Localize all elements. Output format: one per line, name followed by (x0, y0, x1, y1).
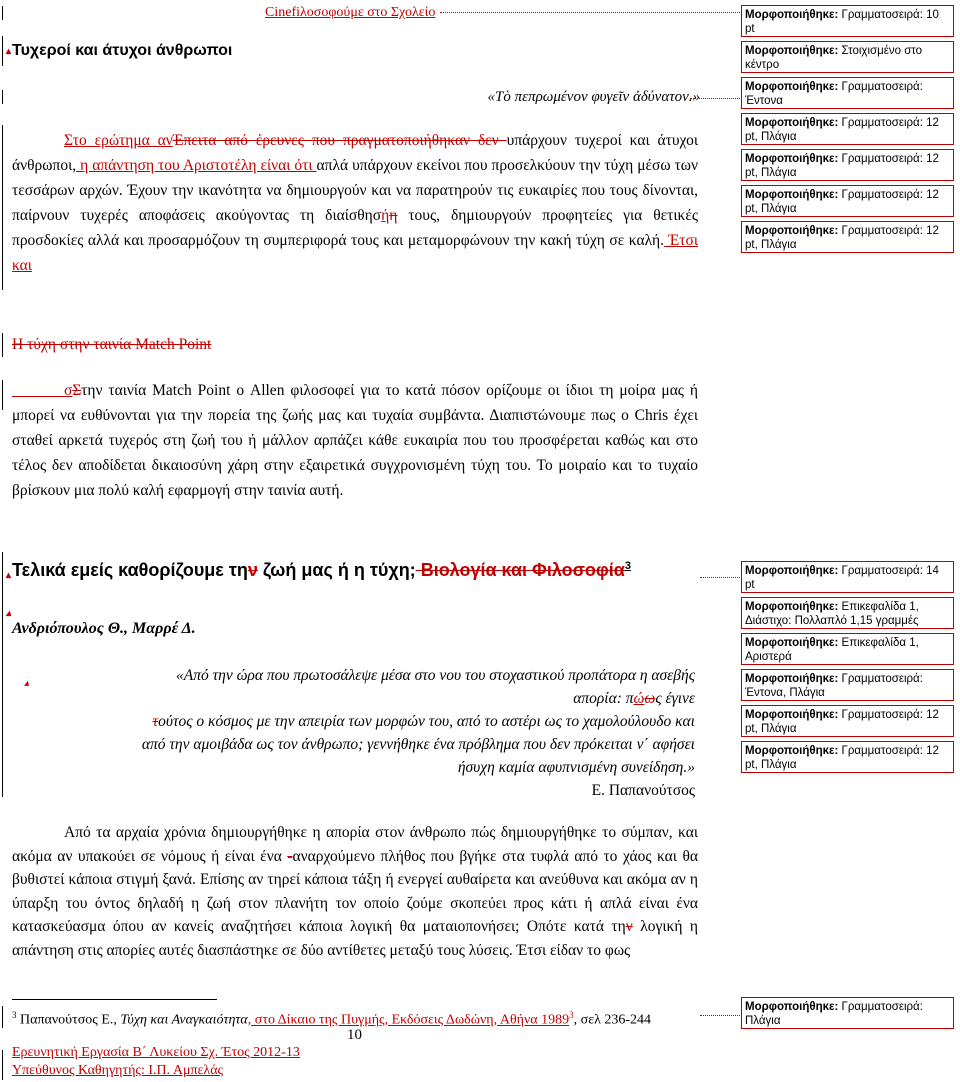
heading-text: ζωή μας ή η τύχη; (257, 560, 416, 580)
change-bar (2, 1050, 3, 1080)
deleted-text: ν (247, 560, 258, 580)
balloon-connector (700, 577, 740, 578)
change-bar (2, 6, 3, 20)
quote-line: απορία: πώως έγινε (573, 690, 695, 707)
deleted-text: η (389, 207, 398, 224)
paragraph-text: απλά υπάρχουν εκείνοι που προσελκύουν την τύχη μέσω των τεσσάρων αρχών. Έχουν την ικανότητα να δημιουργούν και να παρατηρούν τις ευκαιρίες που τους δίνονται, παίρνουν τυχερές αποφάσεις ακούγοντας τη διαίσθησ (12, 157, 698, 224)
deleted-text: Στο ερώτημα αν (64, 132, 173, 149)
footnote-separator (12, 999, 217, 1000)
paragraph-text: υπάρχουν τυχεροί και άτυχοι άνθρωποι, (12, 132, 698, 174)
paragraph-text: την ταινία Match Point ο Allen φιλοσοφεί για το κατά πόσον ορίζουμε οι ίδιοι τη μοίρα μας ή μπορεί να ευθύνονται για την πορεία της ζωής μας και τυχαία συμβάντα. Διαπιστώνουμε πως ο Chris έχει σταθεί αρκετά τυχερός στη ζωή του ή μάλλον αρπάζει κάθε ευκαιρία που του προσφέρεται καθώς και στο τέλος δεν αποδίδεται δικαιοσύνη χάρη στην εξαιρετικά συγχρονισμένη τύχη του. Το μοιραίο και το τυχαίο βρίσκουν μια πολύ καλή εφαρμογή στην ταινία αυτή. (12, 382, 698, 499)
balloon-connector (700, 1015, 740, 1016)
revision-balloon[interactable]: Μορφοποιήθηκε: Γραμματοσειρά: 12 pt, Πλάγια (741, 221, 954, 253)
revision-balloon[interactable]: Μορφοποιήθηκε: Γραμματοσειρά: 12 pt, Πλάγια (741, 741, 954, 773)
authors (6, 608, 196, 638)
inserted-text: σ (64, 382, 73, 399)
change-bar (2, 380, 3, 410)
paragraph-text: τους, δημιουργούν προφητείες για θετικές προσδοκίες αλλά και προσαρμόζουν τη συμπεριφορά τους και μεταμορφώνουν την κακή τύχη σε καλή. (12, 207, 699, 249)
authors-text: Ανδριόπουλος Θ., Μαρρέ Δ. (12, 620, 196, 637)
footer-line: Ερευνητική Εργασία Β΄ Λυκείου Σχ. Έτος 2012-13 (12, 1045, 300, 1060)
revision-balloon[interactable]: Μορφοποιήθηκε: Γραμματοσειρά: 12 pt, Πλάγια (741, 113, 954, 145)
paragraph-match-point (12, 378, 698, 503)
revision-balloon[interactable]: Μορφοποιήθηκε: Γραμματοσειρά: Έντονα, Πλάγια (741, 669, 954, 701)
footer-line: Υπεύθυνος Καθηγητής: Ι.Π. Αμπελάς (12, 1063, 224, 1078)
revision-balloon[interactable]: Μορφοποιήθηκε: Γραμματοσειρά: Έντονα (741, 77, 954, 109)
inserted-text: , στο Δίκαιο της Πυγμής, Εκδόσεις Δωδώνη, Αθήνα 1989 (247, 1012, 570, 1028)
deleted-text: Σ (72, 382, 82, 399)
paragraph-origins: Από τα αρχαία χρόνια δημιουργήθηκε η απορία στον άνθρωπο πώς δημιουργήθηκε το σύμπαν, και ακόμα αν υπακούει σε νόμους ή είναι ένα -αναρχούμενο πλήθος που βγήκε στα τυφλά από το χάος και θα βυθιστεί κάποια στιγμή ξανά. Επίσης αν τηρεί κάποια τάξη ή ενεργεί αυθαίρετα και ανεύθυνα και ακόμα αν η ύπαρξη του όντος δηλαδή η ζωή στον πλανήτη τον οποίο ζούμε σκοπεύει προς κάτι ή απλά είναι ένα κατασκεύασμα όπου αν κανείς αναζητήσει κάποια λογική θα ματαιοπονήσει; Οπότε κατά την λογική η απάντηση στις απορίες αυτές διασπάστηκε σε δύο αντίθετες μεταξύ τους λύσεις. Έτσι είδαν το φως (12, 824, 699, 959)
deleted-text: Έπειτα από έρευνες που πραγματοποιήθηκαν δεν (172, 132, 507, 149)
quote-author: Ε. Παπανούτσος (591, 782, 695, 799)
insertion-mark: ▴ (24, 678, 30, 689)
revision-balloon[interactable]: Μορφοποιήθηκε: Γραμματοσειρά: 12 pt, Πλάγια (741, 185, 954, 217)
subheading-match-point: Η τύχη στην ταινία Match Point (12, 336, 212, 353)
title-text: Τυχεροί και άτυχοι άνθρωποι (12, 42, 233, 59)
deleted-text: Βιολογία και Φιλοσοφία (415, 560, 625, 580)
papanoutsos-quote (24, 664, 695, 802)
balloon-connector (690, 98, 740, 99)
inserted-text: Έτσι και (12, 232, 698, 274)
revision-balloon[interactable]: Μορφοποιήθηκε: Γραμματοσειρά: 14 pt (741, 561, 954, 593)
header-link[interactable]: Cinefiλοσοφούμε στο Σχολείο (265, 5, 436, 20)
page-number: 10 (347, 1027, 362, 1043)
insertion-mark: ▴ (6, 608, 12, 619)
balloon-connector (440, 12, 740, 13)
revision-balloon[interactable]: Μορφοποιήθηκε: Γραμματοσειρά: 12 pt, Πλάγια (741, 705, 954, 737)
change-bar (2, 552, 3, 797)
change-bar (2, 36, 3, 66)
revision-balloon[interactable]: Μορφοποιήθηκε: Στοιχισμένο στο κέντρο (741, 41, 954, 73)
document-title (6, 42, 233, 60)
quote-line: ήσυχη καμία αφυπνισμένη συνείδηση.» (457, 759, 695, 776)
paragraph-intro (12, 128, 698, 278)
epigraph-quote: «Τὸ πεπρωμένον φυγεῖν ἀδύνατον.» (487, 89, 700, 105)
inserted-text: ή (381, 207, 390, 224)
revision-balloon[interactable]: Μορφοποιήθηκε: Επικεφαλίδα 1, Αριστερά (741, 633, 954, 665)
quote-line: τούτος ο κόσμος με την απειρία των μορφών του, από το αστέρι ως το χαμολούλουδο και (152, 713, 695, 730)
section-heading (6, 560, 631, 581)
quote-line: ▴ «Από την ώρα που πρωτοσάλεψε μέσα στο νου του στοχαστικού προπάτορα η ασεβής (30, 664, 695, 687)
inserted-text: η απάντηση του Αριστοτέλη είναι ότι (76, 157, 317, 174)
insertion-mark: ▴ (6, 46, 12, 57)
revision-balloon[interactable]: Μορφοποιήθηκε: Γραμματοσειρά: Πλάγια (741, 997, 954, 1029)
footnote-title: Τύχη και Αναγκαιότητα (120, 1012, 248, 1028)
change-bar (2, 125, 3, 290)
change-bar (2, 1006, 3, 1028)
revision-balloon[interactable]: Μορφοποιήθηκε: Γραμματοσειρά: 10 pt (741, 5, 954, 37)
footnote-reference[interactable]: 3 (624, 560, 631, 572)
insertion-mark: ▴ (6, 570, 12, 581)
revision-balloon[interactable]: Μορφοποιήθηκε: Γραμματοσειρά: 12 pt, Πλάγια (741, 149, 954, 181)
footnote-number: 3 (12, 1010, 17, 1020)
revision-balloon[interactable]: Μορφοποιήθηκε: Επικεφαλίδα 1, Διάστιχο: Πολλαπλό 1,15 γραμμές (741, 597, 954, 629)
change-bar (2, 90, 3, 104)
heading-text: Τελικά εμείς καθορίζουμε τη (12, 560, 248, 580)
change-bar (2, 333, 3, 357)
footnote: $^3$ Παπανούτσος Ε., Τύχη και Αναγκαιότητα, στο Δίκαιο της Πυγμής, Εκδόσεις Δωδώνη, Αθήνα 1989$^3$, σελ 236-244 (12, 1010, 652, 1028)
quote-line: από την αμοιβάδα ως τον άνθρωπο; γεννήθηκε ένα πρόβλημα που δεν πρόκειται ν΄ αφήσει (141, 736, 695, 753)
